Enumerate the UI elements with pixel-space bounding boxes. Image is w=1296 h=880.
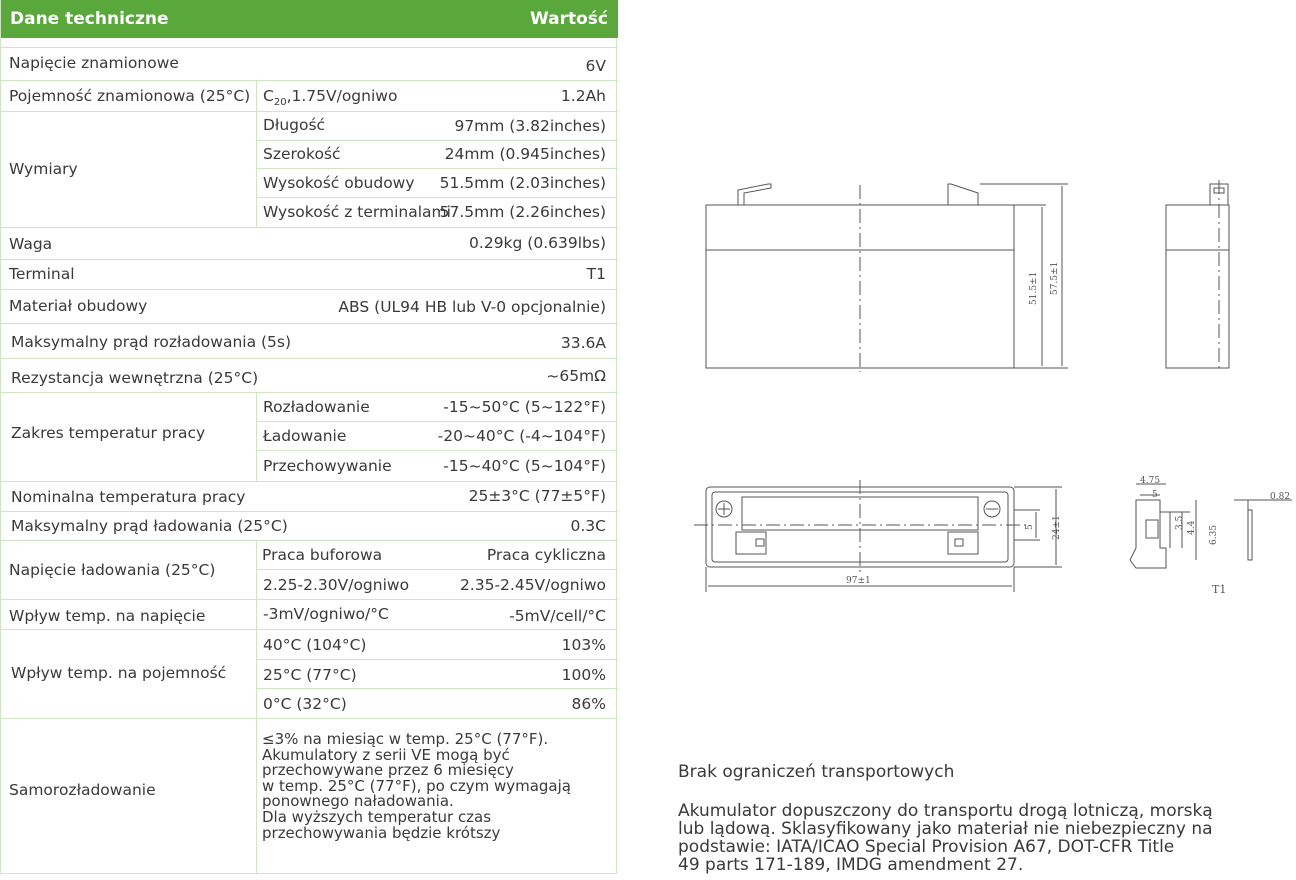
front-terminal-left: [738, 184, 771, 205]
dim-height-total-label: 57.5±1: [1050, 261, 1060, 295]
row-value-capacity: 1.2Ah: [560, 87, 606, 105]
charge-voltage-float: 2.25-2.30V/ogniwo: [263, 576, 410, 594]
transport-body: Akumulator dopuszczony do transportu drogą lotniczą, morską lub lądową. Sklasyfikowany jako materiał nie niebezpieczny na podstawie: IATA/ICAO Special Provision A67, DOT-CFR Title 49 parts 171-189, IMDG amendment 27.: [678, 801, 1213, 875]
row-label-resistance: Rezystancja wewnętrzna (25°C): [11, 369, 259, 387]
temp-cap-name-25: 25°C (77°C): [263, 666, 357, 684]
row-label-temp-capacity: Wpływ temp. na pojemność: [11, 664, 227, 682]
temp-cap-value-40: 103%: [561, 636, 606, 654]
temp-cap-name-40: 40°C (104°C): [263, 636, 367, 654]
dim-value-width: 24mm (0.945inches): [444, 145, 606, 163]
temp-cap-name-0: 0°C (32°C): [263, 695, 347, 713]
charge-voltage-cyclic: 2.35-2.45V/ogniwo: [459, 576, 606, 594]
temp-name-charge: Ładowanie: [263, 427, 347, 445]
temp-value-charge: -20~40°C (-4~104°F): [437, 427, 606, 445]
side-view-case: [1166, 205, 1229, 368]
row-label-max-charge: Maksymalny prąd ładowania (25°C): [11, 517, 288, 535]
self-discharge-text: ≤3% na miesiąc w temp. 25°C (77°F). Akumulatory z serii VE mogą być przechowywane przez 6 miesięcy w temp. 25°C (77°F), po czym wymagają ponownego naładowania. Dla wyższych temperatur czas przechowywania będzie krótszy: [262, 730, 571, 842]
row-label-housing: Materiał obudowy: [9, 297, 148, 315]
term-w1-label: 4.75: [1140, 476, 1161, 486]
header-param: Dane techniczne: [10, 9, 169, 29]
temp-voltage-float: -3mV/ogniwo/°C: [263, 605, 389, 623]
front-terminal-right: [948, 184, 978, 205]
term-h3-label: 6.35: [1209, 524, 1219, 545]
temp-name-storage: Przechowywanie: [263, 457, 392, 475]
row-label-weight: Waga: [9, 235, 53, 253]
row-value-housing: ABS (UL94 HB lub V-0 opcjonalnie): [338, 298, 606, 316]
row-label-nominal-voltage: Napięcie znamionowe: [9, 54, 179, 72]
temp-name-discharge: Rozładowanie: [263, 398, 370, 416]
dim-name-length: Długość: [263, 116, 326, 134]
row-value-nominal-voltage: 6V: [585, 57, 606, 75]
temp-cap-value-25: 100%: [561, 666, 606, 684]
term-w2-label: 5: [1152, 490, 1158, 500]
row-label-self-discharge: Samorozładowanie: [9, 781, 156, 799]
row-label-capacity: Pojemność znamionowa (25°C): [9, 87, 251, 105]
charge-voltage-header-cyclic: Praca cykliczna: [486, 546, 606, 564]
charge-voltage-header-float: Praca buforowa: [262, 546, 383, 564]
dim-value-total-height: 57.5mm (2.26inches): [439, 203, 606, 221]
dim-value-length: 97mm (3.82inches): [454, 117, 606, 135]
row-value-weight: 0.29kg (0.639lbs): [469, 234, 606, 252]
term-h1-label: 3.5: [1175, 515, 1185, 530]
row-label-temp-range: Zakres temperatur pracy: [11, 424, 206, 442]
temp-cap-value-0: 86%: [571, 695, 606, 713]
row-label-temp-voltage: Wpływ temp. na napięcie: [9, 607, 206, 625]
row-label-terminal: Terminal: [9, 265, 75, 283]
dim-length-label: 97±1: [846, 576, 871, 586]
row-label-charge-voltage: Napięcie ładowania (25°C): [9, 561, 216, 579]
row-cond-capacity: $C_{20},1.75V$/ogniwo: [263, 87, 398, 108]
row-label-max-discharge: Maksymalny prąd rozładowania (5s): [11, 333, 292, 351]
terminal-detail: [1130, 500, 1166, 568]
header-value: Wartość: [529, 9, 608, 29]
row-value-max-charge: 0.3C: [570, 517, 606, 535]
row-label-nominal-temp: Nominalna temperatura pracy: [11, 488, 246, 506]
row-value-max-discharge: 33.6A: [560, 334, 606, 352]
row-value-nominal-temp: 25±3°C (77±5°F): [468, 487, 606, 505]
row-value-terminal: T1: [586, 265, 606, 283]
temp-value-discharge: -15~50°C (5~122°F): [443, 398, 606, 416]
dim-name-width: Szerokość: [263, 145, 341, 163]
dim-name-case-height: Wysokość obudowy: [263, 174, 415, 192]
term-h2-label: 4.4: [1187, 520, 1197, 535]
row-value-resistance: ~65mΩ: [546, 367, 606, 385]
term-thickness-label: 0.82: [1270, 492, 1291, 502]
term-name-label: T1: [1212, 583, 1227, 596]
temp-value-storage: -15~40°C (5~104°F): [443, 457, 606, 475]
dim-width-label: 24±1: [1052, 515, 1062, 540]
row-label-dimensions: Wymiary: [9, 160, 78, 178]
dim-height-case-label: 51.5±1: [1029, 271, 1039, 305]
dim-small-label: 5: [1025, 524, 1035, 530]
dim-value-case-height: 51.5mm (2.03inches): [439, 174, 606, 192]
dim-name-total-height: Wysokość z terminalami: [263, 203, 451, 221]
transport-title: Brak ograniczeń transportowych: [678, 762, 955, 782]
temp-voltage-cyclic: -5mV/cell/°C: [509, 607, 606, 625]
